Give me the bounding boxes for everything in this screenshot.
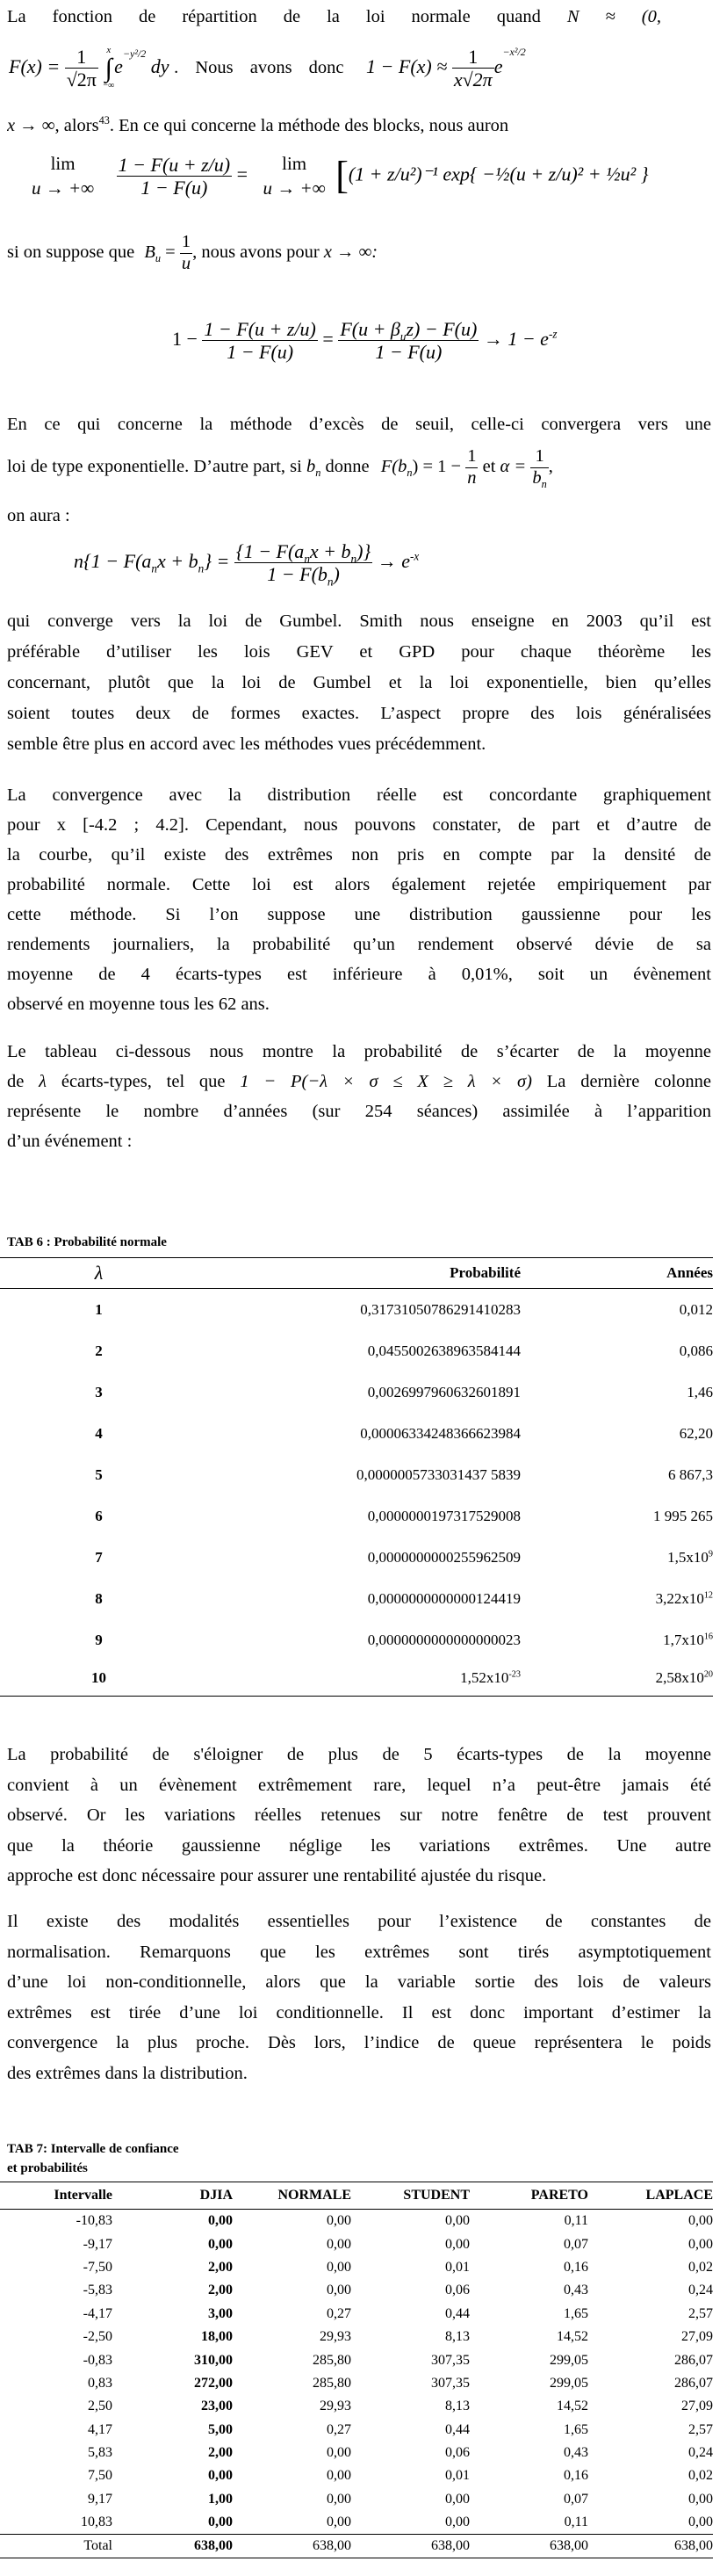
tab6-prob-value: 1,52x10 xyxy=(460,1669,509,1686)
fraction-1-xsqrt2pi: $\frac{1}{x√2\pi}$ xyxy=(453,46,493,91)
tab6-annees-value: 1 995 265 xyxy=(653,1507,713,1524)
tab7-cell-laplace: 27,09 xyxy=(681,2329,713,2345)
tab7-cell-pareto: 14,52 xyxy=(557,2329,588,2345)
limit-fraction: $\frac{1 - F(u + z/u)}{1 - F(u)}$ xyxy=(118,153,231,199)
equals: = xyxy=(236,163,248,185)
tab7-cell-student: 0,01 xyxy=(445,2468,470,2484)
tab7-caption-line1: TAB 7: Intervalle de confiance xyxy=(7,2142,179,2156)
tab7-header-normale: NORMALE xyxy=(233,2182,351,2210)
paragraph-convergence: La convergence avec la distribution réelle est concordante graphiquement pour x [-4.2 ; 4.2]. Cependant, nous pouvons constater, de part et d’autre de la courbe, qu’il existe des extrêmes non pris en compte par la densité de probabilité normale. Cette loi est alors également rejetée empiriquement par cette méthode. Si l’on suppose une distribution gaussienne pour les rendements journaliers, la probabilité qu’un rendement observé dévie de sa moyenne de 4 écarts-types est inférieure à 0,01%, soit un évènement observé en moyenne tous les 62 ans. xyxy=(7,785,711,1014)
tab6-prob-value: 0,0000000000255962509 xyxy=(367,1548,521,1566)
tab7-cell-intervalle: 9,17 xyxy=(88,2491,112,2507)
tab7-row xyxy=(0,2303,713,2326)
tab7-cell-pareto: 0,43 xyxy=(564,2445,588,2461)
tab7-cell-pareto: 0,43 xyxy=(564,2283,588,2298)
tab7-cell-djia: 0,00 xyxy=(208,2213,233,2229)
tab7-cell-pareto: 14,52 xyxy=(557,2399,588,2414)
tab6-header-row xyxy=(0,1258,713,1289)
tab7-cell-djia: 5,00 xyxy=(208,2421,233,2437)
tab6-lambda: 9 xyxy=(95,1631,103,1648)
tab6-row xyxy=(0,1330,713,1371)
paragraph-normalisation: Il existe des modalités essentielles pour l’existence de constantes de normalisation. Remarquons que les extrêmes sont tirés asymptotiquement d’une loi non-conditionnelle, alors que la variable sortie des lois de valeurs extrêmes est tirée d’une loi conditionnelle. Il est donc important d’estimer la convergence la plus proche. Dès lors, l’indice de queue représentera le poids des extrêmes dans la distribution. xyxy=(7,1912,711,2083)
limit-rhs: (1 + z/u²)⁻¹ exp{ −½(u + z/u)² + ½u² } xyxy=(348,163,649,185)
tab7-row xyxy=(0,2419,713,2442)
formula-limit xyxy=(32,151,649,201)
tab6-annees xyxy=(521,1537,713,1578)
fraction-1-over-n: $\frac{1}{n}$ xyxy=(467,446,477,488)
tab6-lambda: 7 xyxy=(95,1548,103,1566)
tab7-cell-normale: 0,00 xyxy=(327,2283,351,2298)
tab7-cell-pareto: 299,05 xyxy=(550,2352,588,2368)
tab7-cell-normale: 0,00 xyxy=(327,2445,351,2461)
tab6-header-annees: Années xyxy=(521,1258,713,1289)
tab6-prob-value: 0,0026997960632601891 xyxy=(367,1383,521,1400)
tab7-row xyxy=(0,2232,713,2255)
tab6-probability xyxy=(198,1413,521,1454)
fraction-1-sqrt2pi: $\frac{1}{√2\pi}$ xyxy=(66,46,97,91)
tab6-annees-value: 3,22x10 xyxy=(655,1589,704,1607)
tab7-row xyxy=(0,2464,713,2487)
integral-sign: ∫ xyxy=(104,54,112,83)
tab7-cell-laplace: 286,07 xyxy=(674,2375,713,2391)
tab7-cell-djia: 0,00 xyxy=(208,2236,233,2252)
tab6-annees-value: 1,46 xyxy=(687,1383,713,1400)
tab6-prob-exponent: -23 xyxy=(508,1669,521,1680)
tab6-row xyxy=(0,1537,713,1578)
tab7-cell-intervalle: 5,83 xyxy=(88,2445,112,2461)
tab7-cell-normale: 29,93 xyxy=(320,2399,351,2414)
tab7-total-laplace: 638,00 xyxy=(588,2535,713,2558)
open-bracket: [ xyxy=(335,154,349,198)
tab7-cell-normale: 0,00 xyxy=(327,2213,351,2229)
tab6-header-lambda: λ xyxy=(0,1258,198,1289)
tab7-cell-normale: 0,00 xyxy=(327,2468,351,2484)
tab7-cell-pareto: 0,16 xyxy=(564,2468,588,2484)
normal-dist-notation: N ≈ (0, xyxy=(566,7,661,26)
tab7-row xyxy=(0,2395,713,2418)
tab7-cell-intervalle: -5,83 xyxy=(83,2283,112,2298)
tab6-annees xyxy=(521,1661,713,1697)
tab6-probability xyxy=(198,1619,521,1661)
exp-base: e xyxy=(114,54,123,77)
tab6-annees-value: 62,20 xyxy=(679,1424,713,1442)
tab7-cell-djia: 272,00 xyxy=(194,2375,233,2391)
tab7-cell-djia: 3,00 xyxy=(208,2305,233,2321)
formula-gumbel: $n\{1 - F(a_nx + b_n\}$ = $\frac{\{1 - F(a_nx + b_n)\}}{1 - F(b_n)}$ → $e^{-x}$ xyxy=(74,540,420,589)
tab7-row xyxy=(0,2210,713,2233)
tab7-cell-normale: 0,00 xyxy=(327,2514,351,2530)
tab6-lambda: 4 xyxy=(95,1424,103,1442)
tab7-cell-djia: 23,00 xyxy=(201,2399,233,2414)
tab7-cell-normale: 285,80 xyxy=(313,2352,351,2368)
tab7-cell-laplace: 2,57 xyxy=(688,2305,713,2321)
tab7-cell-pareto: 1,65 xyxy=(564,2305,588,2321)
tab7-cell-student: 0,00 xyxy=(445,2236,470,2252)
paragraph-rare-event: La probabilité de s'éloigner de plus de 5 écarts-types de la moyenne convient à un évènement extrêmement rare, lequel n’a peut-être jamais été observé. Or les variations réelles retenues sur notre fenêtre de test prouvent que la théorie gaussienne néglige les variations extrêmes. Une autre approche est donc nécessaire pour assurer une rentabilité ajustée du risque. xyxy=(7,1745,711,1885)
tab6-probability xyxy=(198,1578,521,1619)
tab7-header-student: STUDENT xyxy=(351,2182,470,2210)
tab6-row xyxy=(0,1578,713,1619)
tab6-annees-value: 0,086 xyxy=(679,1342,713,1359)
tab7-cell-intervalle: -4,17 xyxy=(83,2305,112,2321)
tab7-cell-pareto: 0,07 xyxy=(564,2491,588,2507)
tab7-cell-normale: 285,80 xyxy=(313,2375,351,2391)
dy: dy xyxy=(150,54,169,77)
x-to-infinity: x → ∞ xyxy=(7,116,55,135)
tab6-annees xyxy=(521,1413,713,1454)
tab6-probability xyxy=(198,1454,521,1495)
tab7-cell-djia: 0,00 xyxy=(208,2514,233,2530)
tab6-lambda: 2 xyxy=(95,1342,103,1359)
tab7-total-row xyxy=(0,2535,713,2558)
tab7-caption-line2: et probabilités xyxy=(7,2161,88,2175)
tab7-cell-student: 0,44 xyxy=(445,2421,470,2437)
fraction-1-over-u: $\frac{1}{u}$ xyxy=(181,232,191,273)
tab7-cell-djia: 2,00 xyxy=(208,2259,233,2275)
tab6-prob-value: 0,0000000000000000023 xyxy=(367,1631,521,1648)
tab6-annees-value: 0,012 xyxy=(679,1300,713,1318)
tab6-probability xyxy=(198,1537,521,1578)
tab6-prob-value: 0,0000000000000124419 xyxy=(367,1589,521,1607)
excess-fraction-2: $\frac{F(u + \beta_uz) - F(u)}{1 - F(u)}$ xyxy=(340,318,478,364)
tab6-header-prob: Probabilité xyxy=(198,1258,521,1289)
tab6-probability xyxy=(198,1371,521,1413)
tab7-cell-student: 307,35 xyxy=(431,2375,470,2391)
tab7-row xyxy=(0,2279,713,2302)
tab7-row xyxy=(0,2256,713,2279)
tab7-cell-laplace: 286,07 xyxy=(674,2352,713,2368)
tab6-probability xyxy=(198,1495,521,1537)
tab6-annees xyxy=(521,1578,713,1619)
fraction-1-over-bn: $\frac{1}{b_n}$ xyxy=(532,446,547,490)
tab7-cell-student: 0,00 xyxy=(445,2491,470,2507)
tab7-cell-intervalle: -10,83 xyxy=(76,2213,112,2229)
probability-formula: 1 − P(−λ × σ ≤ X ≥ λ × σ) xyxy=(240,1072,532,1091)
formula-cdf: F(x) = $\frac{1}{√2\pi}$ x ∫ −∞ $e^{-y^2/2}$ dy . Nous avons donc 1 − F(x) ≈ $\frac{1}{x√2\pi}$ $e^{-x^2/2}$ xyxy=(9,45,526,91)
tab7-cell-djia: 310,00 xyxy=(194,2352,233,2368)
paragraph-gumbel: qui converge vers la loi de Gumbel. Smith nous enseigne en 2003 qu’il est préférable d’utiliser les lois GEV et GPD pour chaque théorème les concernant, plutôt que la loi de Gumbel et la loi exponentielle, bien qu’elles soient toutes deux de formes exactes. L’aspect propre des lois généralisées semble être plus en accord avec les méthodes vues précédemment. xyxy=(7,611,711,754)
excess-fraction-1: $\frac{1 - F(u + z/u)}{1 - F(u)}$ xyxy=(204,318,316,364)
tab6-row xyxy=(0,1619,713,1661)
on-aura: on aura : xyxy=(7,506,70,525)
tab6-prob-value: 0,0000005733031437 5839 xyxy=(356,1465,521,1483)
tab6-lambda: 3 xyxy=(95,1383,103,1400)
tab7-cell-normale: 0,00 xyxy=(327,2259,351,2275)
limit-2: lim u → +∞ xyxy=(263,153,326,199)
tab7-cell-laplace: 0,24 xyxy=(688,2445,713,2461)
tab7-cell-normale: 0,27 xyxy=(327,2305,351,2321)
tab6-lambda: 10 xyxy=(0,1661,198,1697)
tab7-cell-intervalle: 7,50 xyxy=(88,2468,112,2484)
tab7-cell-student: 307,35 xyxy=(431,2352,470,2368)
tab6-annees xyxy=(521,1330,713,1371)
tab7-cell-student: 0,06 xyxy=(445,2445,470,2461)
tab7-cell-intervalle: -9,17 xyxy=(83,2236,112,2252)
tab6-annees-value: 1,7x10 xyxy=(663,1631,704,1648)
tab7-cell-laplace: 0,02 xyxy=(688,2259,713,2275)
tab6-annees-exponent: 12 xyxy=(703,1589,713,1600)
tab7-cell-pareto: 0,11 xyxy=(564,2213,588,2229)
tab7-cell-intervalle: 4,17 xyxy=(88,2421,112,2437)
tab7-header-laplace: LAPLACE xyxy=(588,2182,713,2210)
tab7-cell-laplace: 0,00 xyxy=(688,2491,713,2507)
tab7-cell-intervalle: 10,83 xyxy=(81,2514,112,2530)
tab7-cell-laplace: 0,00 xyxy=(688,2236,713,2252)
tab6-row xyxy=(0,1289,713,1331)
tab7-total-djia: 638,00 xyxy=(112,2535,233,2558)
tab7-cell-pareto: 0,11 xyxy=(564,2514,588,2530)
tab7-cell-djia: 18,00 xyxy=(201,2329,233,2345)
tab7-cell-normale: 0,27 xyxy=(327,2421,351,2437)
tab7-cell-djia: 1,00 xyxy=(208,2491,233,2507)
tab6-lambda: 8 xyxy=(95,1589,103,1607)
tab7-cell-student: 0,00 xyxy=(445,2514,470,2530)
formula-excess: 1 − $\frac{1 - F(u + z/u)}{1 - F(u)}$ = $\frac{F(u + \beta_uz) - F(u)}{1 - F(u)}$ → $1 - e^{-z}$ xyxy=(172,318,558,364)
tab7-cell-student: 0,00 xyxy=(445,2213,470,2229)
tab7-cell-laplace: 2,57 xyxy=(688,2421,713,2437)
tab6-annees-value: 1,5x10 xyxy=(667,1548,709,1566)
tab7-cell-pareto: 299,05 xyxy=(550,2375,588,2391)
tab6-probability xyxy=(198,1330,521,1371)
tab6-lambda: 5 xyxy=(95,1465,103,1483)
paragraph-table-intro: Le tableau ci-dessous nous montre la probabilité de s’écarter de la moyenne de λ écarts-types, tel que 1 − P(−λ × σ ≤ X ≥ λ × σ) La dernière colonne représente le nombre d’années (sur 254 séances) assimilée à l’apparition d’un événement : xyxy=(7,1042,712,1151)
tail-approx-lhs: 1 − F(x) ≈ xyxy=(366,54,448,77)
tab7-header-djia: DJIA xyxy=(112,2182,233,2210)
tab6-row xyxy=(0,1454,713,1495)
paragraph-threshold-line2: loi de type exponentielle. D’autre part, si $b_n$ donne $F(b_n) = 1$ − $\frac{1}{n}$ et α = $\frac{1}{b_n}$ , xyxy=(7,446,553,490)
footnote-ref[interactable]: 43 xyxy=(98,114,110,127)
tab7-cell-laplace: 0,02 xyxy=(688,2468,713,2484)
tab7-cell-djia: 2,00 xyxy=(208,2283,233,2298)
tab6-prob-value: 0,31731050786291410283 xyxy=(360,1300,521,1318)
tab7-cell-student: 8,13 xyxy=(445,2399,470,2414)
tab6-lambda: 6 xyxy=(95,1507,103,1524)
tab7-body xyxy=(0,2210,713,2535)
tab7-cell-laplace: 0,00 xyxy=(688,2213,713,2229)
tab7-cell-laplace: 27,09 xyxy=(681,2399,713,2414)
paragraph-suppose: si on suppose que $B_u$ = $\frac{1}{u}$ , nous avons pour x → ∞: xyxy=(7,232,378,273)
tab7-cell-student: 0,06 xyxy=(445,2283,470,2298)
tab7-cell-normale: 29,93 xyxy=(320,2329,351,2345)
tab7-cell-student: 0,44 xyxy=(445,2305,470,2321)
tab7-cell-pareto: 0,07 xyxy=(564,2236,588,2252)
tab7-cell-normale: 0,00 xyxy=(327,2236,351,2252)
tab7-cell-djia: 2,00 xyxy=(208,2445,233,2461)
tab6-annees xyxy=(521,1619,713,1661)
intro-text: La fonction de répartition de la loi normale quand xyxy=(7,7,541,26)
tab7-cell-intervalle: -2,50 xyxy=(83,2329,112,2345)
tab7-cell-intervalle: 0,83 xyxy=(88,2375,112,2391)
tab7-row xyxy=(0,2372,713,2395)
tab7-header-pareto: PARETO xyxy=(470,2182,588,2210)
tab7-cell-intervalle: -7,50 xyxy=(83,2259,112,2275)
tab7-total-label: Total xyxy=(0,2535,112,2558)
tab7-total-normale: 638,00 xyxy=(233,2535,351,2558)
tab7-cell-laplace: 0,24 xyxy=(688,2283,713,2298)
tab7-header-row xyxy=(0,2182,713,2210)
tab7-row xyxy=(0,2348,713,2371)
tab7-cell-intervalle: 2,50 xyxy=(88,2399,112,2414)
integral: x ∫ −∞ xyxy=(103,45,115,91)
tab6-prob-value: 0,0455002638963584144 xyxy=(367,1342,521,1359)
fx-lhs: F(x) = xyxy=(9,54,61,77)
tab6-probability xyxy=(198,1289,521,1331)
tab6-annees xyxy=(521,1371,713,1413)
exp-base-2: e xyxy=(493,54,503,77)
tab6-body xyxy=(0,1289,713,1697)
paragraph-blocks-method: x → ∞, alors$^{43}$. En ce qui concerne la méthode des blocks, nous auron xyxy=(7,114,509,135)
tab6-annees-exponent: 20 xyxy=(703,1669,713,1680)
tab7-row xyxy=(0,2326,713,2348)
tab7-cell-djia: 0,00 xyxy=(208,2468,233,2484)
tab7-row xyxy=(0,2488,713,2511)
nous-avons-donc: . Nous avons donc xyxy=(174,57,344,77)
tab7-cell-student: 0,01 xyxy=(445,2259,470,2275)
tab6-annees xyxy=(521,1289,713,1331)
gumbel-fraction: $\frac{\{1 - F(a_nx + b_n)\}}{1 - F(b_n)}$ xyxy=(235,540,371,589)
tab7-cell-normale: 0,00 xyxy=(327,2491,351,2507)
tab7-header-intervalle: Intervalle xyxy=(0,2182,112,2210)
tab6-prob-value: 0,0000000197317529008 xyxy=(367,1507,521,1524)
tab6-lambda: 1 xyxy=(95,1300,103,1318)
tab6-annees-exponent: 16 xyxy=(703,1631,713,1641)
tab7-cell-intervalle: -0,83 xyxy=(83,2352,112,2368)
tab6-annees xyxy=(521,1495,713,1537)
paragraph-threshold: En ce qui concerne la méthode d’excès de seuil, celle-ci convergera vers une xyxy=(7,415,711,434)
tab7-cell-pareto: 0,16 xyxy=(564,2259,588,2275)
tab6-table xyxy=(0,1257,713,1697)
tab6-annees-value: 2,58x10 xyxy=(655,1669,704,1686)
tab7-cell-laplace: 0,00 xyxy=(688,2514,713,2530)
tab6-annees-value: 6 867,3 xyxy=(668,1465,713,1483)
tab6-prob-value: 0,00006334248366623984 xyxy=(360,1424,521,1442)
tab7-row xyxy=(0,2442,713,2464)
tab6-caption: TAB 6 : Probabilité normale xyxy=(7,1235,167,1249)
tab6-row xyxy=(0,1371,713,1413)
intro-line xyxy=(7,5,661,29)
tab6-row xyxy=(0,1413,713,1454)
tab6-annees xyxy=(521,1454,713,1495)
tab7-total-pareto: 638,00 xyxy=(470,2535,588,2558)
tab6-row xyxy=(0,1495,713,1537)
paragraph-intro xyxy=(7,5,711,32)
tab7-row xyxy=(0,2511,713,2535)
tab7-total-student: 638,00 xyxy=(351,2535,470,2558)
tab6-row xyxy=(0,1661,713,1697)
tab7-cell-student: 8,13 xyxy=(445,2329,470,2345)
tab7-table xyxy=(0,2182,713,2558)
tab6-annees-exponent: 9 xyxy=(708,1548,713,1559)
tab7-cell-pareto: 1,65 xyxy=(564,2421,588,2437)
tab6-probability xyxy=(198,1661,521,1697)
limit-1: lim u → +∞ xyxy=(32,153,95,199)
